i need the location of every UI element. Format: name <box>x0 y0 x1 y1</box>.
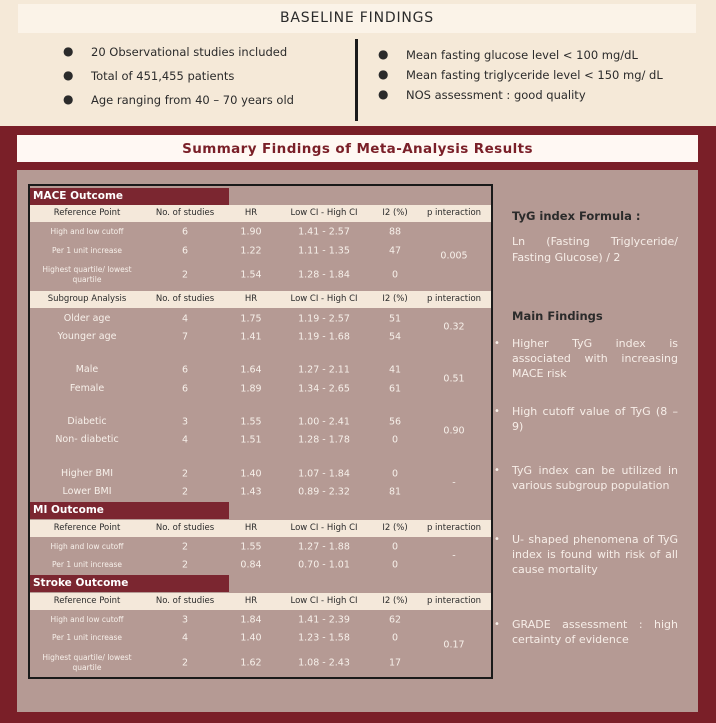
column-header: I2 (%) <box>382 208 408 218</box>
formula-title: TyG index Formula : <box>512 209 641 223</box>
i2-cell: 41 <box>388 364 402 376</box>
bullet-icon: • <box>494 534 500 545</box>
i2-cell: 62 <box>388 614 402 626</box>
p-interaction-cell: 0.005 <box>440 250 468 262</box>
bullet-icon: • <box>494 406 500 417</box>
i2-cell: 54 <box>388 331 402 343</box>
finding-bullet-1: • Higher TyG index is associated with increasing MACE risk <box>494 337 678 380</box>
hr-cell: 1.55 <box>240 541 262 553</box>
ci-cell: 1.11 - 1.35 <box>298 245 350 257</box>
hr-cell: 1.51 <box>240 434 262 446</box>
studies-cell: 2 <box>181 559 189 571</box>
column-header: Reference Point <box>53 523 121 533</box>
row-label: Female <box>69 383 105 394</box>
column-header: Reference Point <box>53 208 121 218</box>
studies-cell: 3 <box>181 416 189 428</box>
subgroup-header-row <box>30 291 491 308</box>
row-label: High and low cutoff <box>50 615 124 624</box>
column-header: I2 (%) <box>382 523 408 533</box>
finding-bullet-4: • U- shaped phenomena of TyG index is found with risk of all cause mortality <box>494 533 678 576</box>
row-label: Younger age <box>57 331 117 342</box>
ci-cell: 1.27 - 2.11 <box>298 364 350 376</box>
studies-cell: 2 <box>181 269 189 281</box>
hr-cell: 1.43 <box>240 486 262 498</box>
i2-cell: 0 <box>391 541 399 553</box>
column-header: No. of studies <box>155 596 215 606</box>
p-interaction-cell: 0.17 <box>443 639 465 651</box>
bullet-icon: ● <box>63 68 74 82</box>
column-header: Low CI - High CI <box>290 523 358 533</box>
ci-cell: 1.07 - 1.84 <box>298 468 350 480</box>
column-header: Reference Point <box>53 596 121 606</box>
mace-header-row <box>30 205 491 222</box>
hr-cell: 1.22 <box>240 245 262 257</box>
summary-title-bar <box>17 135 698 162</box>
hr-cell: 1.40 <box>240 468 262 480</box>
baseline-left-item-3: ● Age ranging from 40 – 70 years old <box>63 92 294 107</box>
i2-cell: 0 <box>391 468 399 480</box>
studies-cell: 6 <box>181 383 189 395</box>
column-header: p interaction <box>426 596 482 606</box>
i2-cell: 17 <box>388 657 402 669</box>
hr-cell: 0.84 <box>240 559 262 571</box>
bullet-icon: ● <box>378 47 389 61</box>
bullet-icon: ● <box>63 44 74 58</box>
ci-cell: 1.41 - 2.39 <box>298 614 350 626</box>
row-label: Diabetic <box>67 416 107 427</box>
row-label: Per 1 unit increase <box>51 633 123 642</box>
ci-cell: 1.41 - 2.57 <box>298 226 350 238</box>
main-findings-title: Main Findings <box>512 309 603 323</box>
ci-cell: 1.27 - 1.88 <box>298 541 350 553</box>
column-header: Low CI - High CI <box>290 596 358 606</box>
p-interaction-cell: - <box>452 477 456 489</box>
hr-cell: 1.54 <box>240 269 262 281</box>
ci-cell: 1.28 - 1.78 <box>298 434 350 446</box>
i2-cell: 88 <box>388 226 402 238</box>
p-interaction-cell: - <box>452 550 456 562</box>
column-header: No. of studies <box>155 523 215 533</box>
i2-cell: 51 <box>388 313 402 325</box>
column-header: HR <box>244 596 258 606</box>
column-header: p interaction <box>426 523 482 533</box>
mi-header-row <box>30 520 491 537</box>
column-header: p interaction <box>426 294 482 304</box>
column-header: I2 (%) <box>382 596 408 606</box>
row-label: Per 1 unit increase <box>51 560 123 569</box>
baseline-divider <box>355 39 358 121</box>
studies-cell: 4 <box>181 434 189 446</box>
hr-cell: 1.90 <box>240 226 262 238</box>
studies-cell: 2 <box>181 541 189 553</box>
i2-cell: 81 <box>388 486 402 498</box>
column-header: No. of studies <box>155 294 215 304</box>
studies-cell: 2 <box>181 468 189 480</box>
ci-cell: 0.70 - 1.01 <box>298 559 350 571</box>
column-header: HR <box>244 208 258 218</box>
bullet-icon: • <box>494 465 500 476</box>
row-label: Higher BMI <box>60 468 114 479</box>
row-label: High and low cutoff <box>50 542 124 551</box>
studies-cell: 4 <box>181 313 189 325</box>
column-header: No. of studies <box>155 208 215 218</box>
bullet-icon: • <box>494 619 500 630</box>
p-interaction-cell: 0.32 <box>443 321 465 333</box>
baseline-title: BASELINE FINDINGS <box>280 10 434 26</box>
formula-text: Ln (Fasting Triglyceride/ Fasting Glucose) / 2 <box>512 235 678 264</box>
bullet-icon: • <box>494 338 500 349</box>
mi-outcome-title: MI Outcome <box>30 502 229 519</box>
hr-cell: 1.64 <box>240 364 262 376</box>
i2-cell: 0 <box>391 632 399 644</box>
hr-cell: 1.62 <box>240 657 262 669</box>
bullet-icon: ● <box>378 67 389 81</box>
ci-cell: 1.28 - 1.84 <box>298 269 350 281</box>
studies-cell: 7 <box>181 331 189 343</box>
baseline-left-item-1: ● 20 Observational studies included <box>63 44 288 59</box>
hr-cell: 1.40 <box>240 632 262 644</box>
column-header: Low CI - High CI <box>290 294 358 304</box>
studies-cell: 2 <box>181 657 189 669</box>
baseline-section <box>0 0 716 126</box>
studies-cell: 6 <box>181 364 189 376</box>
meta-analysis-table <box>28 184 493 679</box>
i2-cell: 47 <box>388 245 402 257</box>
stroke-outcome-title: Stroke Outcome <box>30 575 229 592</box>
summary-title: Summary Findings of Meta-Analysis Results <box>182 141 533 157</box>
i2-cell: 0 <box>391 559 399 571</box>
baseline-title-bar <box>18 4 696 33</box>
column-header: HR <box>244 294 258 304</box>
baseline-right-item-2: ● Mean fasting triglyceride level < 150 mg/ dL <box>378 67 663 82</box>
column-header: HR <box>244 523 258 533</box>
column-header: I2 (%) <box>382 294 408 304</box>
baseline-right-item-3: ● NOS assessment : good quality <box>378 87 586 102</box>
row-label: Non- diabetic <box>55 434 119 445</box>
row-label: Highest quartile/ lowest quartile <box>42 653 132 672</box>
p-interaction-cell: 0.51 <box>443 373 465 385</box>
ci-cell: 1.19 - 1.68 <box>298 331 350 343</box>
hr-cell: 1.89 <box>240 383 262 395</box>
finding-bullet-5: • GRADE assessment : high certainty of evidence <box>494 618 678 646</box>
row-label: Male <box>75 364 99 375</box>
p-interaction-cell: 0.90 <box>443 425 465 437</box>
hr-cell: 1.41 <box>240 331 262 343</box>
ci-cell: 1.34 - 2.65 <box>298 383 350 395</box>
studies-cell: 4 <box>181 632 189 644</box>
row-label: Older age <box>63 313 111 324</box>
ci-cell: 1.08 - 2.43 <box>298 657 350 669</box>
row-label: Lower BMI <box>62 486 112 497</box>
column-header: Subgroup Analysis <box>47 294 127 304</box>
hr-cell: 1.75 <box>240 313 262 325</box>
column-header: Low CI - High CI <box>290 208 358 218</box>
ci-cell: 1.00 - 2.41 <box>298 416 350 428</box>
i2-cell: 61 <box>388 383 402 395</box>
stroke-header-row <box>30 593 491 610</box>
studies-cell: 2 <box>181 486 189 498</box>
hr-cell: 1.84 <box>240 614 262 626</box>
baseline-left-item-2: ● Total of 451,455 patients <box>63 68 235 83</box>
ci-cell: 0.89 - 2.32 <box>298 486 350 498</box>
studies-cell: 6 <box>181 245 189 257</box>
i2-cell: 0 <box>391 269 399 281</box>
finding-bullet-3: • TyG index can be utilized in various subgroup population <box>494 464 678 492</box>
ci-cell: 1.19 - 2.57 <box>298 313 350 325</box>
finding-bullet-2: • High cutoff value of TyG (8 – 9) <box>494 405 678 433</box>
studies-cell: 3 <box>181 614 189 626</box>
row-label: Highest quartile/ lowest quartile <box>42 265 132 284</box>
column-header: p interaction <box>426 208 482 218</box>
i2-cell: 56 <box>388 416 402 428</box>
ci-cell: 1.23 - 1.58 <box>298 632 350 644</box>
bullet-icon: ● <box>378 87 389 101</box>
row-label: High and low cutoff <box>50 227 124 236</box>
row-label: Per 1 unit increase <box>51 246 123 255</box>
mace-outcome-title: MACE Outcome <box>30 188 229 205</box>
studies-cell: 6 <box>181 226 189 238</box>
bullet-icon: ● <box>63 92 74 106</box>
i2-cell: 0 <box>391 434 399 446</box>
hr-cell: 1.55 <box>240 416 262 428</box>
baseline-right-item-1: ● Mean fasting glucose level < 100 mg/dL <box>378 47 638 62</box>
